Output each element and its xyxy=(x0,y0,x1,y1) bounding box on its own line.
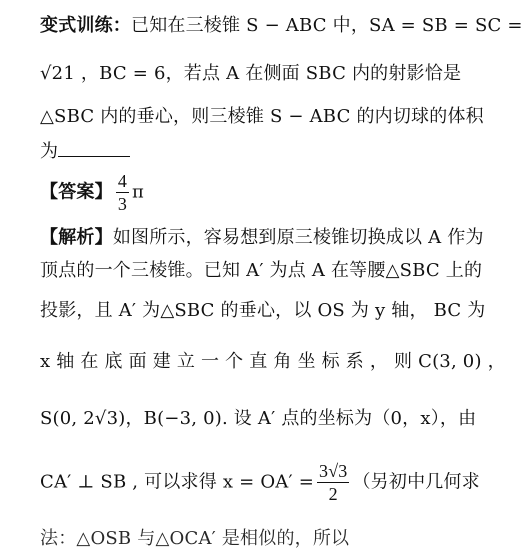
solution-line-2: 顶点的一个三棱锥。已知 A′ 为点 A 在等腰△SBC 上的 xyxy=(40,260,483,281)
answer-fraction-numerator: 4 xyxy=(117,171,128,191)
answer-label: 【答案】 xyxy=(40,181,113,203)
solution-line-3: 投影，且 A′ 为△SBC 的垂心，以 OS 为 y 轴， BC 为 xyxy=(40,300,486,321)
problem-line-3: △SBC 内的垂心，则三棱锥 S − ABC 的内切球的体积 xyxy=(40,106,484,127)
solution-text-1: 如图所示，容易想到原三棱锥切换成以 A 作为 xyxy=(112,227,484,248)
answer-suffix: π xyxy=(132,181,145,203)
solution-line-4: x 轴 在 底 面 建 立 一 个 直 角 坐 标 系 ， 则 C(3, 0) ， xyxy=(40,351,506,372)
problem-text-1: 已知在三棱锥 S − ABC 中，SA = SB = SC = xyxy=(131,15,523,36)
solution-text-6-suffix: （另初中几何求 xyxy=(352,471,480,493)
solution-fraction-denominator: 2 xyxy=(328,484,338,504)
answer-blank xyxy=(58,138,130,157)
problem-line-1 xyxy=(40,14,523,38)
problem-text-4: 为 xyxy=(40,141,59,162)
problem-line-2: √21 ，BC = 6，若点 A 在侧面 SBC 内的射影恰是 xyxy=(40,63,462,84)
solution-line-1 xyxy=(40,226,486,250)
answer-fraction-denominator: 3 xyxy=(117,194,128,214)
answer-line xyxy=(40,170,486,218)
solution-text-6: CA′ ⊥ SB , 可以求得 x = OA′ = xyxy=(40,471,314,493)
solution-line-7: 法：△OSB 与△OCA′ 是相似的，所以 xyxy=(40,528,350,549)
answer-fraction xyxy=(116,170,129,215)
solution-fraction xyxy=(317,460,349,505)
solution-label: 【解析】 xyxy=(40,227,113,248)
problem-label: 变式训练： xyxy=(40,15,131,36)
problem-line-4 xyxy=(40,138,486,164)
solution-fraction-numerator: 3√3 xyxy=(319,461,348,481)
solution-line-6 xyxy=(40,460,486,516)
solution-line-5: S(0, 2√3)，B(−3, 0). 设 A′ 点的坐标为（0，x），由 xyxy=(40,408,477,429)
